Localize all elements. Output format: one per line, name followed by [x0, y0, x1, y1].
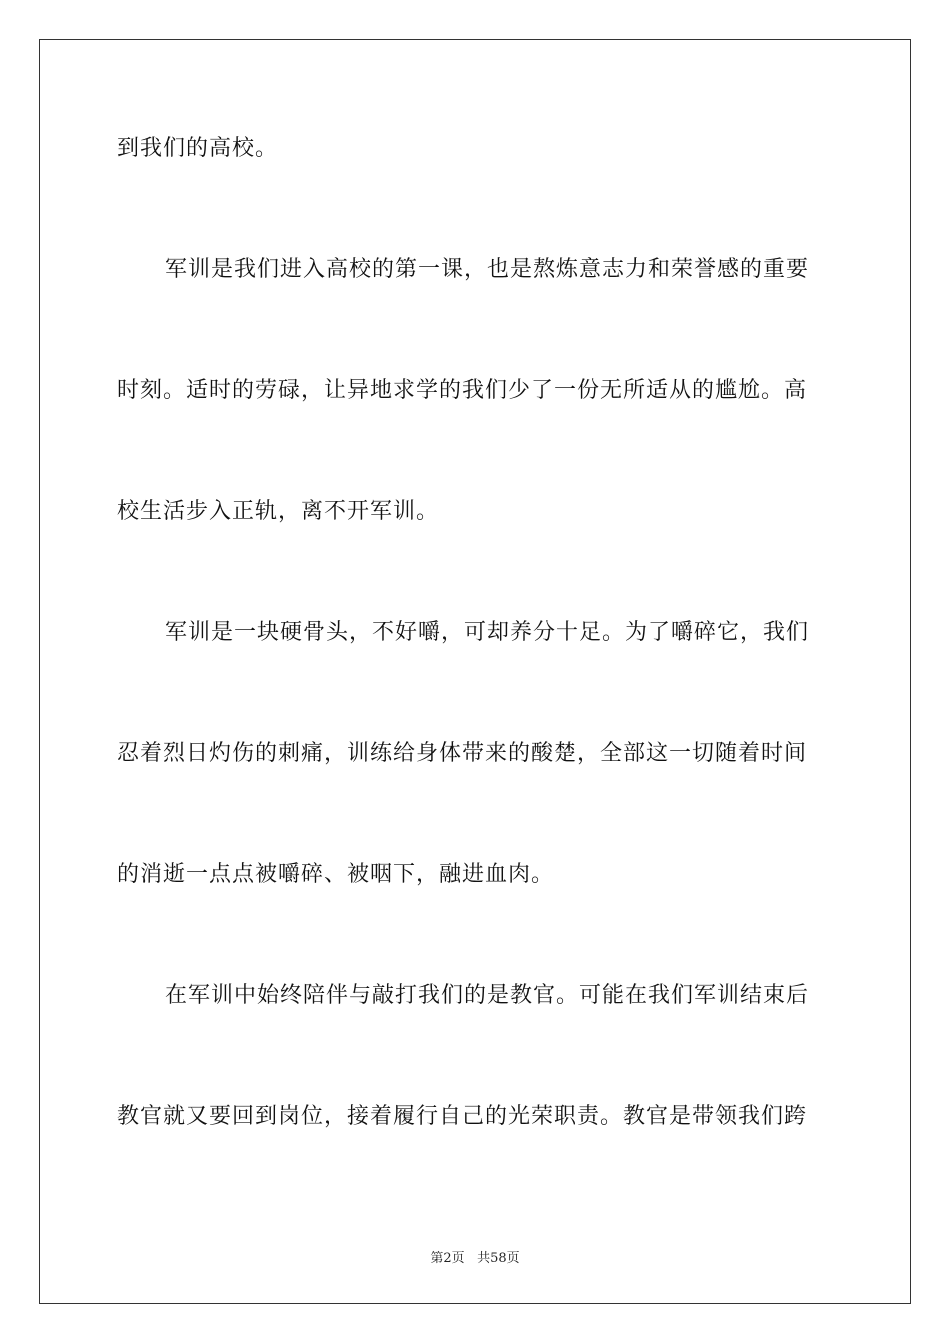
paragraph-line: 教官就又要回到岗位，接着履行自己的光荣职责。教官是带领我们跨	[117, 1104, 808, 1129]
paragraph-line: 到我们的高校。	[117, 136, 279, 161]
page-footer	[0, 1247, 950, 1266]
page-total: 共58页	[477, 1251, 520, 1266]
paragraph-line: 校生活步入正轨，离不开军训。	[117, 499, 440, 524]
page-number: 第2页	[430, 1251, 465, 1266]
document-body	[117, 128, 833, 1217]
paragraph-line: 军训是我们进入高校的第一课，也是熬炼意志力和荣誉感的重要	[165, 257, 810, 282]
paragraph-line: 军训是一块硬骨头，不好嚼，可却养分十足。为了嚼碎它，我们	[165, 620, 810, 645]
paragraph-line: 忍着烈日灼伤的刺痛，训练给身体带来的酸楚，全部这一切随着时间	[117, 741, 808, 766]
paragraph-line: 的消逝一点点被嚼碎、被咽下，融进血肉。	[117, 862, 555, 887]
paragraph-line: 在军训中始终陪伴与敲打我们的是教官。可能在我们军训结束后	[165, 983, 810, 1008]
paragraph-line: 时刻。适时的劳碌，让异地求学的我们少了一份无所适从的尴尬。高	[117, 378, 808, 403]
